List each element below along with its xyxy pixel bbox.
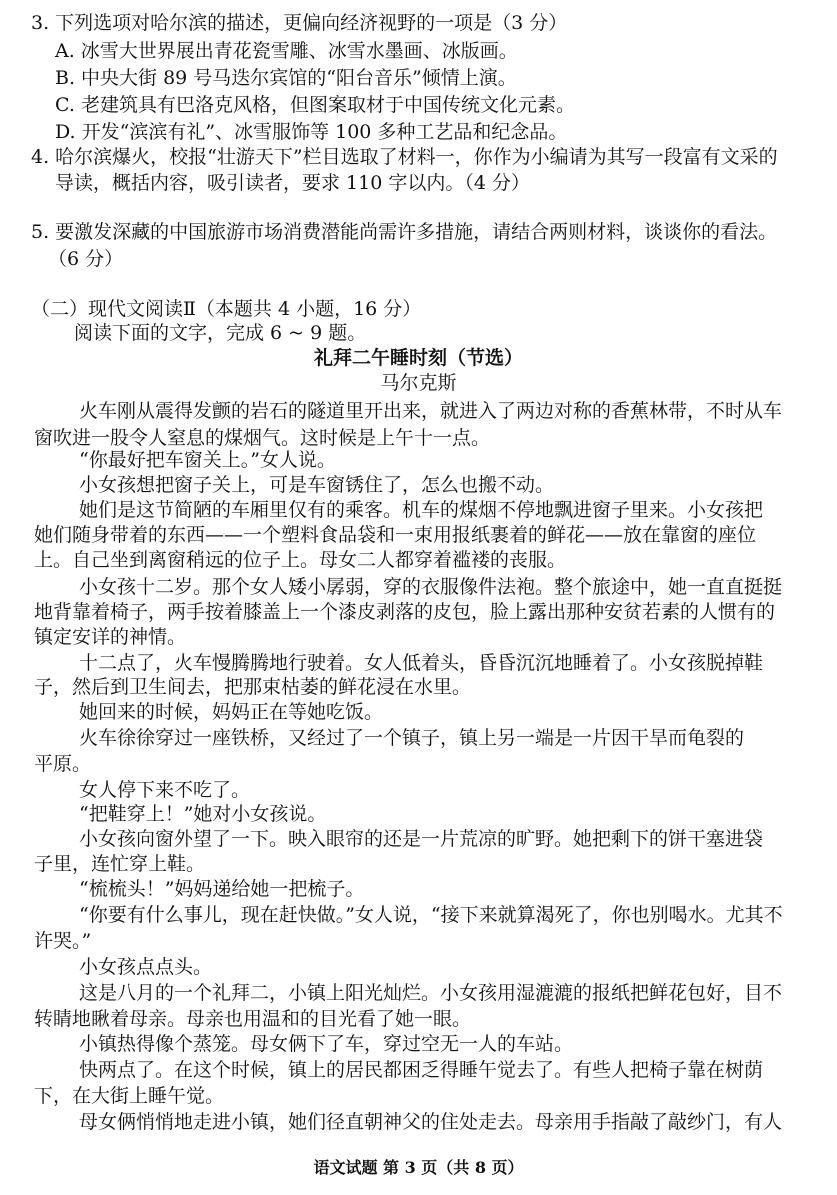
page-footer: 语文试题 第 3 页（共 8 页） <box>313 1158 524 1177</box>
passage-line: 火车徐徐穿过一座铁桥，又经过了一个镇子，镇上另一端是一片因干旱而龟裂的 <box>79 727 745 749</box>
question-3-option-d: D. 开发“滨滨有礼”、冰雪服饰等 100 多种工艺品和纪念品。 <box>55 121 568 143</box>
passage-line: 这是八月的一个礼拜二，小镇上阳光灿烂。小女孩用湿漉漉的报纸把鲜花包好，目不 <box>79 982 783 1004</box>
passage-line: “你最好把车窗关上。”女人说。 <box>79 449 336 471</box>
passage-line: 十二点了，火车慢腾腾地行驶着。女人低着头，昏昏沉沉地睡着了。小女孩脱掉鞋 <box>79 652 764 674</box>
passage-line: 小女孩十二岁。那个女人矮小孱弱，穿的衣服像件法袍。整个旅途中，她一直直挺挺 <box>79 576 783 598</box>
passage-line: 小镇热得像个蒸笼。母女俩下了车，穿过空无一人的车站。 <box>79 1033 574 1055</box>
passage-line: “你要有什么事儿，现在赶快做。”女人说，“接下来就算渴死了，你也别喝水。尤其不 <box>79 904 783 926</box>
passage-line: 子，然后到卫生间去，把那束枯萎的鲜花浸在水里。 <box>34 676 472 698</box>
question-4-line-2: 导读，概括内容，吸引读者，要求 110 字以内。（4 分） <box>55 172 530 194</box>
passage-line: 转睛地瞅着母亲。母亲也用温和的目光看了她一眼。 <box>34 1008 472 1030</box>
passage-line: 小女孩点点头。 <box>79 956 213 978</box>
question-3-option-c: C. 老建筑具有巴洛克风格，但图案取材于中国传统文化元素。 <box>55 94 575 116</box>
passage-line: 她们随身带着的东西——一个塑料食品袋和一束用报纸裹着的鲜花——放在靠窗的座位 <box>34 524 757 546</box>
passage-line: 地背靠着椅子，两手按着膝盖上一个漆皮剥落的皮包，脸上露出那种安贫若素的人惯有的 <box>34 601 776 623</box>
passage-line: 镇定安详的神情。 <box>34 626 187 648</box>
passage-title: 礼拜二午睡时刻（节选） <box>313 347 523 369</box>
question-4-line-1: 4. 哈尔滨爆火，校报“壮游天下”栏目选取了材料一，你作为小编请为其写一段富有文采的 <box>31 146 778 168</box>
passage-line: 小女孩想把窗子关上，可是车窗锈住了，怎么也搬不动。 <box>79 474 555 496</box>
question-3-option-b: B. 中央大街 89 号马迭尔宾馆的“阳台音乐”倾情上演。 <box>55 67 517 89</box>
section-heading: （二）现代文阅读Ⅱ（本题共 4 小题，16 分） <box>31 298 422 320</box>
question-3-option-a: A. 冰雪大世界展出青花瓷雪雕、冰雪水墨画、冰版画。 <box>55 40 518 62</box>
passage-line: 平原。 <box>34 753 92 775</box>
passage-line: 下，在大街上睡午觉。 <box>34 1085 225 1107</box>
passage-line: 她回来的时候，妈妈正在等她吃饭。 <box>79 701 384 723</box>
passage-line: “梳梳头！”妈妈递给她一把梳子。 <box>79 878 365 900</box>
passage-line: 火车刚从震得发颤的岩石的隧道里开出来，就进入了两边对称的香蕉林带，不时从车 <box>79 400 783 422</box>
passage-line: “把鞋穿上！”她对小女孩说。 <box>79 803 327 825</box>
passage-line: 小女孩向窗外望了一下。映入眼帘的还是一片荒凉的旷野。她把剩下的饼干塞进袋 <box>79 828 764 850</box>
passage-line: 她们是这节简陋的车厢里仅有的乘客。机车的煤烟不停地飘进窗子里来。小女孩把 <box>79 499 764 521</box>
passage-line: 许哭。” <box>34 930 92 952</box>
question-3-stem: 3. 下列选项对哈尔滨的描述，更偏向经济视野的一项是（3 分） <box>31 12 568 34</box>
passage-line: 女人停下来不吃了。 <box>79 779 251 801</box>
passage-line: 快两点了。在这个时候，镇上的居民都困乏得睡午觉去了。有些人把椅子靠在树荫 <box>79 1059 764 1081</box>
passage-line: 上。自己坐到离窗稍远的位子上。母女二人都穿着褴褛的丧服。 <box>34 549 567 571</box>
section-instruction: 阅读下面的文字，完成 6 ~ 9 题。 <box>74 322 367 344</box>
passage-line: 窗吹进一股令人窒息的煤烟气。这时候是上午十一点。 <box>34 427 491 449</box>
passage-line: 子里，连忙穿上鞋。 <box>34 853 206 875</box>
question-5-line-1: 5. 要激发深藏的中国旅游市场消费潜能尚需许多措施，请结合两则材料，谈谈你的看法。 <box>31 221 778 243</box>
passage-author: 马尔克斯 <box>380 372 457 394</box>
passage-line: 母女俩悄悄地走进小镇，她们径直朝神父的住处走去。母亲用手指敲了敲纱门，有人 <box>79 1111 783 1133</box>
question-5-line-2: （6 分） <box>48 248 124 270</box>
